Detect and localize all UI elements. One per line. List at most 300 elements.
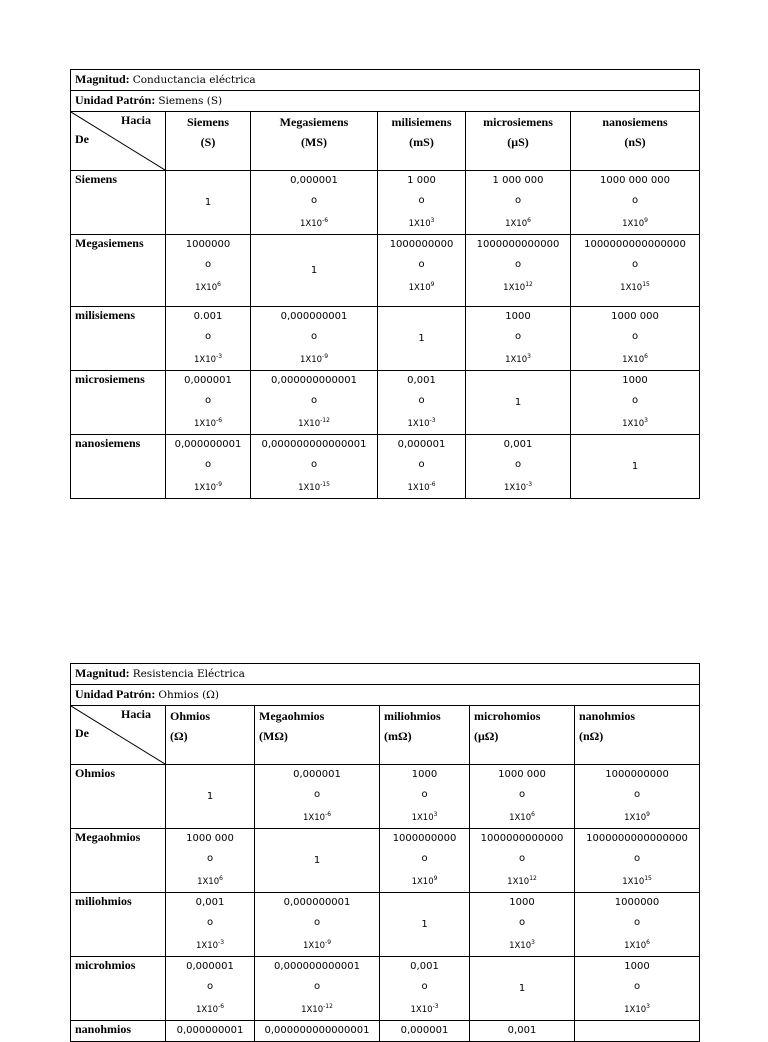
decimal-value: 0,000001 xyxy=(400,1025,449,1036)
column-header-row xyxy=(71,706,700,765)
identity-value: 1 xyxy=(631,460,639,472)
conversion-cell xyxy=(380,829,470,893)
power-notation xyxy=(170,475,246,498)
corner-header-cell xyxy=(71,706,166,765)
conversion-cell xyxy=(166,307,251,371)
decimal-value: 1000 xyxy=(624,961,650,972)
power-base: 1X10 xyxy=(193,483,217,493)
power-exponent: -9 xyxy=(325,939,332,946)
column-header xyxy=(378,112,466,171)
decimal-value: 0,000000000001 xyxy=(274,961,360,972)
power-notation xyxy=(470,211,566,234)
row-unit-label: nanosiemens xyxy=(71,435,166,499)
power-base: 1X10 xyxy=(624,1005,647,1015)
conversion-cell xyxy=(571,171,700,235)
power-exponent: -3 xyxy=(432,1003,439,1010)
decimal-value: 0,000000000000001 xyxy=(261,439,367,450)
table-row xyxy=(71,893,700,957)
power-notation xyxy=(382,411,461,434)
table-row xyxy=(71,829,700,893)
power-notation xyxy=(470,275,566,298)
conversion-cell xyxy=(251,235,378,307)
power-exponent: -6 xyxy=(429,481,436,488)
power-exponent: -6 xyxy=(322,217,329,224)
identity-value: 1 xyxy=(518,982,526,994)
conversion-cell xyxy=(380,957,470,1021)
power-notation xyxy=(170,869,250,892)
or-separator: o xyxy=(204,395,212,406)
power-exponent: -9 xyxy=(216,481,223,488)
conversion-cell xyxy=(378,435,466,499)
power-base: 1X10 xyxy=(407,419,430,429)
column-unit-name: microsiemens xyxy=(483,115,553,129)
or-separator: o xyxy=(313,981,321,992)
power-base: 1X10 xyxy=(509,813,532,823)
from-label: De xyxy=(75,132,89,146)
decimal-value: 1000000 xyxy=(185,239,231,250)
conversion-cell xyxy=(255,957,380,1021)
power-base: 1X10 xyxy=(411,877,434,887)
column-unit-name: Megaohmios xyxy=(259,709,325,723)
power-notation xyxy=(579,997,695,1020)
conversion-cell xyxy=(166,435,251,499)
identity-value: 1 xyxy=(204,196,212,208)
conversion-cell xyxy=(466,171,571,235)
decimal-value: 1000000000 xyxy=(392,833,457,844)
standard-unit-label: Unidad Patrón: xyxy=(75,93,156,107)
or-separator: o xyxy=(421,981,428,992)
power-exponent: -15 xyxy=(320,481,330,488)
power-exponent: 6 xyxy=(531,811,535,818)
table-row xyxy=(71,435,700,499)
power-notation xyxy=(170,933,250,956)
column-unit-symbol: (nΩ) xyxy=(579,729,604,743)
or-separator: o xyxy=(514,331,522,342)
power-exponent: -6 xyxy=(325,811,332,818)
conversion-cell xyxy=(251,307,378,371)
column-unit-symbol: (mΩ) xyxy=(384,729,412,743)
power-base: 1X10 xyxy=(509,941,532,951)
or-separator: o xyxy=(418,395,425,406)
decimal-value: 0,000000000000001 xyxy=(264,1025,370,1036)
power-exponent: -3 xyxy=(216,353,223,360)
power-exponent: 12 xyxy=(529,875,537,882)
decimal-value: 1 000 000 xyxy=(492,175,544,186)
or-separator: o xyxy=(206,917,214,928)
power-notation xyxy=(474,869,570,892)
power-base: 1X10 xyxy=(298,483,321,493)
power-notation xyxy=(170,997,250,1020)
decimal-value: 1000 000 xyxy=(186,833,234,844)
conversion-cell xyxy=(378,307,466,371)
conversion-cell xyxy=(470,829,575,893)
row-unit-label: Ohmios xyxy=(71,765,166,829)
conversion-cell xyxy=(575,893,700,957)
conversion-cell xyxy=(166,371,251,435)
power-base: 1X10 xyxy=(408,219,431,229)
power-exponent: 15 xyxy=(644,875,652,882)
decimal-value: 0,001 xyxy=(195,897,225,908)
decimal-value: 1000000000000 xyxy=(476,239,560,250)
column-unit-name: miliohmios xyxy=(384,709,441,723)
row-unit-label: microsiemens xyxy=(71,371,166,435)
power-base: 1X10 xyxy=(505,219,528,229)
power-exponent: -9 xyxy=(322,353,329,360)
resistance-conversion-table xyxy=(70,663,700,1042)
standard-unit-row xyxy=(71,685,700,706)
decimal-value: 1000000000 xyxy=(389,239,454,250)
conversion-cell xyxy=(571,435,700,499)
column-unit-name: microhomios xyxy=(474,709,541,723)
magnitude-label: Magnitud: xyxy=(75,72,130,86)
or-separator: o xyxy=(421,789,428,800)
conductance-conversion-table xyxy=(70,69,700,499)
power-base: 1X10 xyxy=(505,355,528,365)
column-unit-name: nanohmios xyxy=(579,709,636,723)
column-header xyxy=(166,112,251,171)
power-notation xyxy=(474,933,570,956)
or-separator: o xyxy=(418,459,425,470)
decimal-value: 1000 000 xyxy=(498,769,546,780)
power-notation xyxy=(575,411,695,434)
decimal-value: 1000 000 xyxy=(611,311,659,322)
column-unit-name: nanosiemens xyxy=(602,115,668,129)
or-separator: o xyxy=(310,459,318,470)
or-separator: o xyxy=(204,331,212,342)
or-separator: o xyxy=(633,981,641,992)
power-exponent: 3 xyxy=(646,1003,650,1010)
conversion-cell xyxy=(255,893,380,957)
standard-unit-value: Siemens (S) xyxy=(158,95,223,107)
power-exponent: -3 xyxy=(429,417,436,424)
conversion-cell xyxy=(166,235,251,307)
or-separator: o xyxy=(518,853,526,864)
standard-unit-label: Unidad Patrón: xyxy=(75,687,156,701)
power-base: 1X10 xyxy=(195,941,219,951)
power-notation xyxy=(579,869,695,892)
standard-unit-cell xyxy=(71,685,700,706)
column-unit-name: milisiemens xyxy=(391,115,452,129)
or-separator: o xyxy=(633,853,641,864)
power-base: 1X10 xyxy=(410,1005,433,1015)
power-exponent: 9 xyxy=(644,217,648,224)
power-notation xyxy=(384,869,465,892)
decimal-value: 0,000001 xyxy=(184,375,232,386)
identity-value: 1 xyxy=(421,918,428,930)
power-exponent: 6 xyxy=(644,353,648,360)
conversion-cell xyxy=(378,371,466,435)
decimal-value: 0,000000001 xyxy=(174,439,242,450)
power-base: 1X10 xyxy=(299,355,323,365)
table-body xyxy=(71,664,700,1042)
decimal-value: 1000 xyxy=(622,375,648,386)
decimal-value: 0,000001 xyxy=(186,961,234,972)
or-separator: o xyxy=(421,853,428,864)
power-base: 1X10 xyxy=(407,483,430,493)
or-separator: o xyxy=(418,259,425,270)
magnitude-cell xyxy=(71,664,700,685)
power-base: 1X10 xyxy=(302,813,326,823)
or-separator: o xyxy=(313,789,321,800)
conversion-cell xyxy=(571,235,700,307)
power-exponent: 12 xyxy=(525,281,533,288)
power-base: 1X10 xyxy=(195,1005,219,1015)
column-unit-name: Megasiemens xyxy=(279,115,349,129)
to-label: Hacia xyxy=(121,707,151,721)
magnitude-value: Resistencia Eléctrica xyxy=(132,668,245,680)
or-separator: o xyxy=(631,195,639,206)
power-notation xyxy=(384,997,465,1020)
table-row xyxy=(71,765,700,829)
power-notation xyxy=(474,805,570,828)
decimal-value: 0,000001 xyxy=(293,769,341,780)
decimal-value: 1000000000000000 xyxy=(584,239,686,250)
power-exponent: 3 xyxy=(644,417,648,424)
conversion-cell xyxy=(166,893,255,957)
power-notation xyxy=(259,933,375,956)
power-base: 1X10 xyxy=(193,355,217,365)
column-header xyxy=(571,112,700,171)
conversion-cell xyxy=(575,829,700,893)
power-base: 1X10 xyxy=(301,1005,324,1015)
row-unit-label: microhmios xyxy=(71,957,166,1021)
row-unit-label: milisiemens xyxy=(71,307,166,371)
conversion-cell xyxy=(378,171,466,235)
column-unit-symbol: (MS) xyxy=(301,135,327,149)
conversion-cell xyxy=(255,829,380,893)
identity-value: 1 xyxy=(313,854,321,866)
power-notation xyxy=(255,475,373,498)
power-exponent: -3 xyxy=(218,939,225,946)
magnitude-value: Conductancia eléctrica xyxy=(132,74,256,86)
decimal-value: 0,000001 xyxy=(397,439,446,450)
column-unit-symbol: (μΩ) xyxy=(474,729,499,743)
power-notation xyxy=(255,347,373,370)
power-base: 1X10 xyxy=(298,419,321,429)
power-base: 1X10 xyxy=(197,877,220,887)
or-separator: o xyxy=(631,331,639,342)
conversion-cell xyxy=(380,765,470,829)
decimal-value: 1000000 xyxy=(614,897,660,908)
row-unit-label: nanohmios xyxy=(71,1021,166,1042)
conversion-cell xyxy=(378,235,466,307)
power-exponent: 15 xyxy=(642,281,650,288)
row-unit-label: Megaohmios xyxy=(71,829,166,893)
power-exponent: 3 xyxy=(531,939,535,946)
or-separator: o xyxy=(518,789,526,800)
or-separator: o xyxy=(313,917,321,928)
power-base: 1X10 xyxy=(507,877,530,887)
power-notation xyxy=(170,411,246,434)
conversion-cell xyxy=(380,893,470,957)
power-notation xyxy=(579,805,695,828)
column-unit-symbol: (Ω) xyxy=(170,729,188,743)
power-exponent: -12 xyxy=(323,1003,333,1010)
conversion-cell xyxy=(571,371,700,435)
power-exponent: 9 xyxy=(646,811,650,818)
magnitude-row xyxy=(71,664,700,685)
power-base: 1X10 xyxy=(299,219,323,229)
row-unit-label: miliohmios xyxy=(71,893,166,957)
power-exponent: 6 xyxy=(646,939,650,946)
decimal-value: 1 000 xyxy=(407,175,436,186)
or-separator: o xyxy=(310,195,318,206)
power-exponent: 3 xyxy=(430,217,435,224)
power-base: 1X10 xyxy=(193,419,217,429)
power-exponent: 3 xyxy=(527,353,531,360)
decimal-value: 1000 xyxy=(411,769,438,780)
identity-value: 1 xyxy=(418,332,425,344)
power-exponent: -6 xyxy=(218,1003,225,1010)
or-separator: o xyxy=(204,259,212,270)
conversion-cell xyxy=(575,957,700,1021)
power-exponent: -3 xyxy=(526,481,533,488)
column-header-row xyxy=(71,112,700,171)
power-notation xyxy=(170,275,246,298)
column-unit-symbol: (S) xyxy=(200,135,216,149)
conversion-cell xyxy=(166,829,255,893)
corner-header-cell xyxy=(71,112,166,171)
column-header xyxy=(251,112,378,171)
decimal-value: 1000000000000 xyxy=(480,833,564,844)
or-separator: o xyxy=(514,459,522,470)
power-base: 1X10 xyxy=(503,283,526,293)
table-row xyxy=(71,307,700,371)
power-exponent: 3 xyxy=(433,811,438,818)
power-notation xyxy=(579,933,695,956)
or-separator: o xyxy=(310,395,318,406)
conversion-cell xyxy=(571,307,700,371)
decimal-value: 1000 xyxy=(509,897,535,908)
power-notation xyxy=(470,347,566,370)
decimal-value: 1000000000000000 xyxy=(586,833,688,844)
conversion-cell xyxy=(251,371,378,435)
power-exponent: 9 xyxy=(430,281,435,288)
conversion-cell xyxy=(575,765,700,829)
power-base: 1X10 xyxy=(624,813,647,823)
or-separator: o xyxy=(633,789,641,800)
power-notation xyxy=(259,805,375,828)
table-body xyxy=(71,70,700,499)
row-unit-label: Megasiemens xyxy=(71,235,166,307)
or-separator: o xyxy=(514,259,522,270)
power-base: 1X10 xyxy=(302,941,326,951)
table-row xyxy=(71,171,700,235)
column-unit-name: Siemens xyxy=(187,115,229,129)
decimal-value: 0,001 xyxy=(407,375,436,386)
row-unit-label: Siemens xyxy=(71,171,166,235)
or-separator: o xyxy=(418,195,425,206)
power-notation xyxy=(255,211,373,234)
power-notation xyxy=(470,475,566,498)
power-exponent: 6 xyxy=(219,875,223,882)
decimal-value: 1000 xyxy=(505,311,531,322)
conversion-cell xyxy=(466,235,571,307)
power-notation xyxy=(382,475,461,498)
decimal-value: 0,000000001 xyxy=(283,897,351,908)
power-base: 1X10 xyxy=(622,219,645,229)
power-base: 1X10 xyxy=(622,355,645,365)
conversion-cell xyxy=(166,171,251,235)
table-row xyxy=(71,371,700,435)
power-base: 1X10 xyxy=(622,419,645,429)
decimal-value: 0,000000001 xyxy=(280,311,348,322)
power-notation xyxy=(575,211,695,234)
column-header xyxy=(466,112,571,171)
power-base: 1X10 xyxy=(620,283,643,293)
magnitude-label: Magnitud: xyxy=(75,666,130,680)
power-base: 1X10 xyxy=(622,877,645,887)
power-exponent: 6 xyxy=(527,217,531,224)
decimal-value: 0.001 xyxy=(193,311,223,322)
power-exponent: 6 xyxy=(217,281,221,288)
decimal-value: 0,001 xyxy=(503,439,533,450)
power-notation xyxy=(170,347,246,370)
column-header xyxy=(470,706,575,765)
power-notation xyxy=(382,275,461,298)
power-notation xyxy=(384,805,465,828)
power-base: 1X10 xyxy=(624,941,647,951)
conversion-cell xyxy=(470,957,575,1021)
decimal-value: 0,001 xyxy=(507,1025,537,1036)
or-separator: o xyxy=(631,395,639,406)
conversion-cell xyxy=(255,765,380,829)
or-separator: o xyxy=(310,331,318,342)
conversion-cell xyxy=(251,435,378,499)
or-separator: o xyxy=(204,459,212,470)
column-header xyxy=(575,706,700,765)
or-separator: o xyxy=(633,917,641,928)
column-header xyxy=(166,706,255,765)
power-base: 1X10 xyxy=(408,283,431,293)
decimal-value: 1000000000 xyxy=(605,769,669,780)
decimal-value: 1000 000 000 xyxy=(600,175,670,186)
power-exponent: 9 xyxy=(433,875,438,882)
or-separator: o xyxy=(518,917,526,928)
table-row xyxy=(71,957,700,1021)
conversion-cell xyxy=(466,435,571,499)
or-separator: o xyxy=(514,195,522,206)
conversion-cell xyxy=(466,371,571,435)
power-notation xyxy=(259,997,375,1020)
power-notation xyxy=(575,347,695,370)
table-row xyxy=(71,235,700,307)
identity-value: 1 xyxy=(514,396,522,408)
conversion-cell xyxy=(470,765,575,829)
identity-value: 1 xyxy=(310,264,318,276)
from-label: De xyxy=(75,726,89,740)
magnitude-cell xyxy=(71,70,700,91)
or-separator: o xyxy=(206,853,214,864)
or-separator: o xyxy=(631,259,639,270)
power-notation xyxy=(255,411,373,434)
column-header xyxy=(255,706,380,765)
power-exponent: -6 xyxy=(216,417,223,424)
conversion-cell xyxy=(166,765,255,829)
column-unit-symbol: (mS) xyxy=(409,135,434,149)
standard-unit-value: Ohmios (Ω) xyxy=(158,689,219,701)
identity-value: 1 xyxy=(206,790,214,802)
decimal-value: 0,000000001 xyxy=(176,1025,244,1036)
conversion-cell xyxy=(166,957,255,1021)
power-exponent: -12 xyxy=(320,417,330,424)
conversion-cell xyxy=(251,171,378,235)
power-base: 1X10 xyxy=(411,813,434,823)
column-unit-symbol: (MΩ) xyxy=(259,729,288,743)
magnitude-row xyxy=(71,70,700,91)
column-unit-name: Ohmios xyxy=(170,709,211,723)
power-notation xyxy=(382,211,461,234)
